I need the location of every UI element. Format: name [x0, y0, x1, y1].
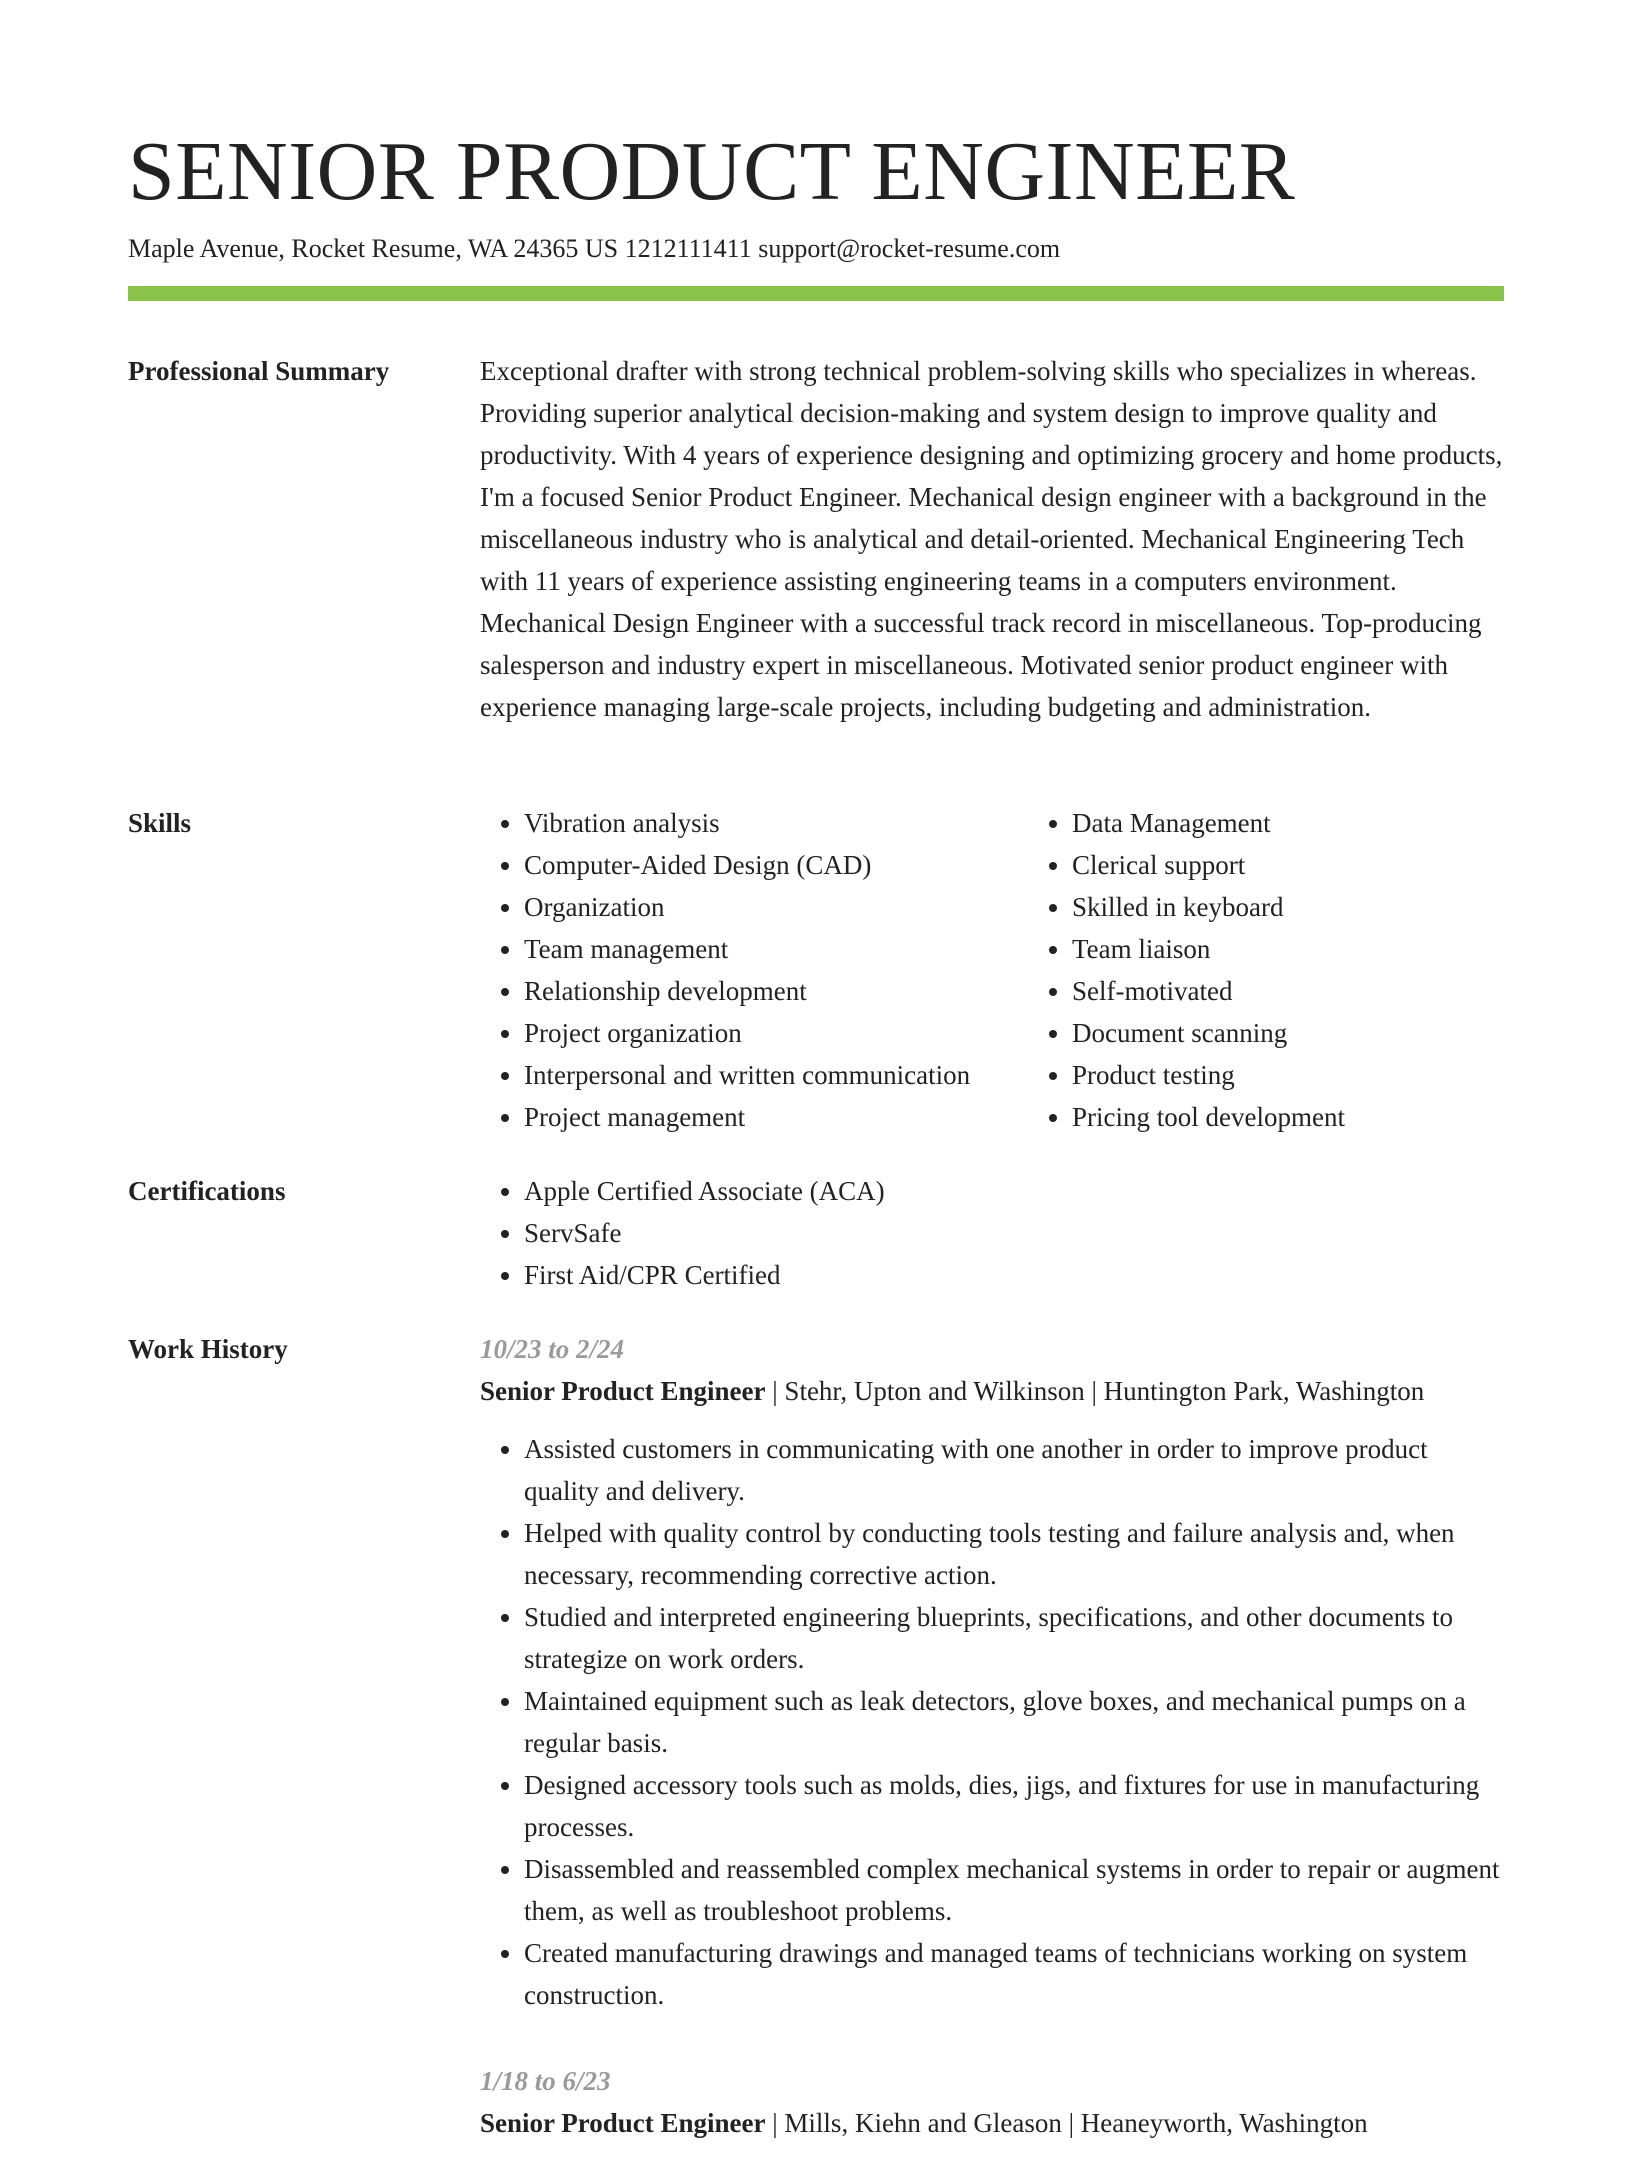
job-bullet: • Maintained equipment such as leak detectors, glove boxes, and mechanical pumps on a regular basis. [524, 1680, 1504, 1764]
skill-item: • Project organization [524, 1012, 1028, 1054]
skill-item: • Pricing tool development [1072, 1096, 1592, 1138]
job-heading [480, 2102, 1504, 2144]
certification-item: • First Aid/CPR Certified [524, 1254, 1504, 1296]
skills-list-left [480, 802, 1028, 1138]
job-bullet: • Helped with quality control by conducting tools testing and failure analysis and, when necessary, recommending corrective action. [524, 1512, 1504, 1596]
summary-body [480, 350, 1504, 728]
job-bullet: • Created manufacturing drawings and managed teams of technicians working on system construction. [524, 1932, 1504, 2016]
skill-item: • Project management [524, 1096, 1028, 1138]
job-bullet: • Assisted customers in communicating with one another in order to improve product quality and delivery. [524, 1428, 1504, 1512]
section-label-certifications: Certifications [128, 1176, 286, 1206]
skill-item: • Product testing [1072, 1054, 1592, 1096]
job-bullet: • Disassembled and reassembled complex mechanical systems in order to repair or augment them, as well as troubleshoot problems. [524, 1848, 1504, 1932]
skill-item: • Relationship development [524, 970, 1028, 1012]
work-history-body [480, 1328, 1504, 2160]
job-separator: | [765, 2108, 785, 2138]
resume-title: SENIOR PRODUCT ENGINEER [128, 125, 1296, 218]
certifications-body [480, 1170, 1504, 1296]
skill-item: • Skilled in keyboard [1072, 886, 1592, 928]
skill-item: • Vibration analysis [524, 802, 1028, 844]
skill-item: • Team management [524, 928, 1028, 970]
job-dates: 1/18 to 6/23 [480, 2066, 611, 2096]
contact-line: Maple Avenue, Rocket Resume, WA 24365 US 1212111411 support@rocket-resume.com [128, 234, 1061, 263]
job-location: Huntington Park, Washington [1103, 1376, 1425, 1406]
skill-item: • Self-motivated [1072, 970, 1592, 1012]
job-bullet: • Studied and interpreted engineering blueprints, specifications, and other documents to strategize on work orders. [524, 1596, 1504, 1680]
job-title: Senior Product Engineer [480, 1376, 766, 1406]
skill-item: • Organization [524, 886, 1028, 928]
certification-item: • ServSafe [524, 1212, 1504, 1254]
skill-item: • Interpersonal and written communication [524, 1054, 1028, 1096]
job-location: Heaneyworth, Washington [1080, 2108, 1368, 2138]
certifications-list [480, 1170, 1504, 1296]
job-entry [480, 1328, 1504, 2016]
job-company: Mills, Kiehn and Gleason [784, 2108, 1062, 2138]
skill-item: • Computer-Aided Design (CAD) [524, 844, 1028, 886]
job-separator: | [1084, 1376, 1104, 1406]
section-label-skills: Skills [128, 808, 192, 838]
skill-item: • Data Management [1072, 802, 1592, 844]
certification-item: • Apple Certified Associate (ACA) [524, 1170, 1504, 1212]
job-separator: | [765, 1376, 785, 1406]
job-company: Stehr, Upton and Wilkinson [784, 1376, 1085, 1406]
skills-body [480, 802, 1504, 1138]
skill-item: • Team liaison [1072, 928, 1592, 970]
job-bullet: • Designed accessory tools such as molds, dies, jigs, and fixtures for use in manufacturing processes. [524, 1764, 1504, 1848]
job-separator: | [1061, 2108, 1081, 2138]
skill-item: • Clerical support [1072, 844, 1592, 886]
accent-divider [128, 286, 1504, 301]
job-entry [480, 2060, 1504, 2144]
summary-text: Exceptional drafter with strong technical problem-solving skills who specializes in whereas. Providing superior analytical decision-making and system design to improve quality and productivity. With 4 years of experience designing and optimizing grocery and home products, I'm a focused Senior Product Engineer. Mechanical design engineer with a background in the miscellaneous industry who is analytical and detail-oriented. Mechanical Engineering Tech with 11 years of experience assisting engineering teams in a computers environment. Mechanical Design Engineer with a successful track record in miscellaneous. Top-producing salesperson and industry expert in miscellaneous. Motivated senior product engineer with experience managing large-scale projects, including budgeting and administration. [480, 356, 1503, 722]
job-heading [480, 1370, 1504, 1412]
section-label-work-history: Work History [128, 1334, 288, 1364]
job-bullet-list [480, 1428, 1504, 2016]
job-dates: 10/23 to 2/24 [480, 1334, 625, 1364]
section-label-summary: Professional Summary [128, 356, 390, 386]
skill-item: • Document scanning [1072, 1012, 1592, 1054]
job-title: Senior Product Engineer [480, 2108, 766, 2138]
skills-list-right [1028, 802, 1592, 1138]
